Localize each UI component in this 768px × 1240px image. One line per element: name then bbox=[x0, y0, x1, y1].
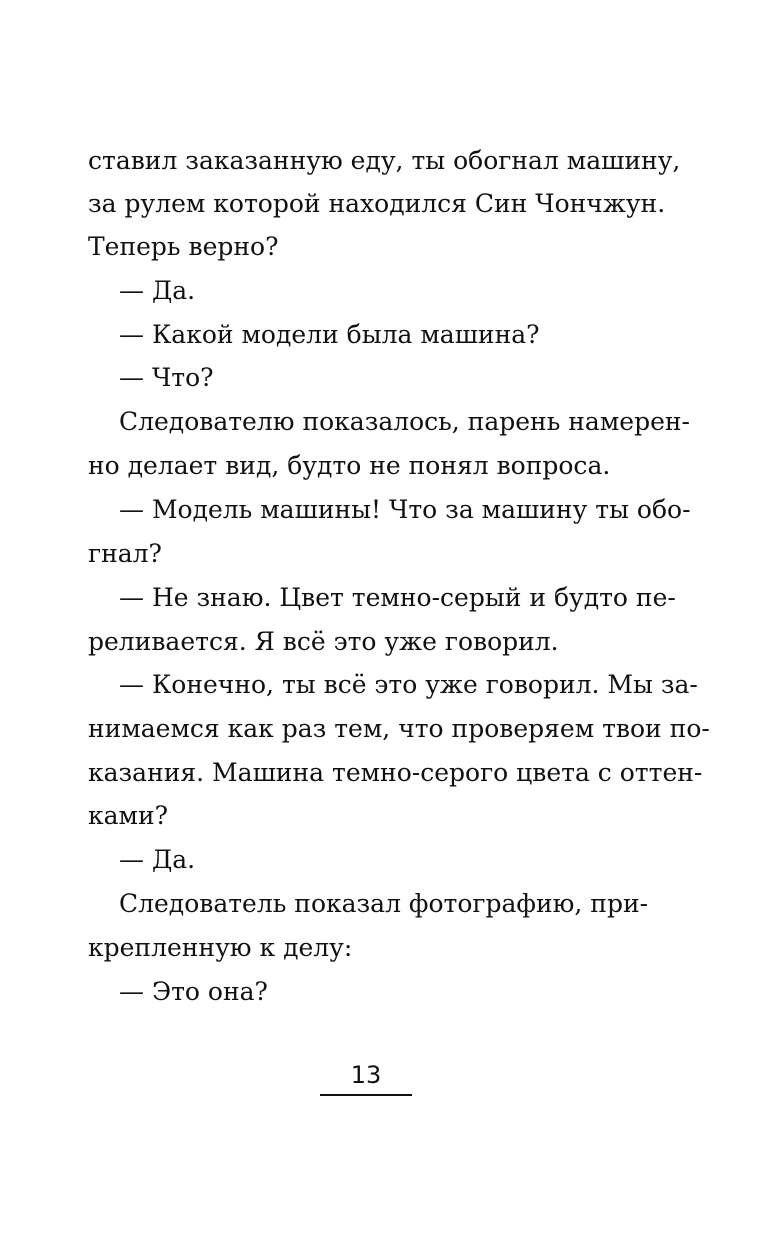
paragraph-line-1: Следователю показалось, парень намерен- bbox=[119, 407, 690, 436]
text-line-2: за рулем которой находился Син Чончжун. bbox=[88, 189, 666, 218]
text-line-3: Теперь верно? bbox=[88, 232, 279, 261]
dialogue-line-1: — Да. bbox=[119, 276, 196, 305]
page-number-underline bbox=[320, 1094, 412, 1096]
dialogue-line-10: казания. Машина темно-серого цвета с оттен- bbox=[88, 758, 703, 787]
dialogue-line-7: реливается. Я всё это уже говорил. bbox=[88, 627, 559, 656]
paragraph-line-4: крепленную к делу: bbox=[88, 933, 353, 962]
dialogue-line-9: нимаемся как раз тем, что проверяем твои по- bbox=[88, 714, 710, 743]
page-number: 13 bbox=[350, 1061, 382, 1089]
dialogue-line-6: — Не знаю. Цвет темно-серый и будто пе- bbox=[119, 583, 676, 612]
dialogue-line-2: — Какой модели была машина? bbox=[119, 320, 540, 349]
dialogue-line-8: — Конечно, ты всё это уже говорил. Мы за- bbox=[119, 670, 698, 699]
dialogue-line-5: гнал? bbox=[88, 539, 162, 568]
dialogue-line-13: — Это она? bbox=[119, 977, 268, 1006]
dialogue-line-12: — Да. bbox=[119, 845, 196, 874]
dialogue-line-4: — Модель машины! Что за машину ты обо- bbox=[119, 495, 691, 524]
dialogue-line-3: — Что? bbox=[119, 363, 214, 392]
dialogue-line-11: ками? bbox=[88, 801, 169, 830]
paragraph-line-3: Следователь показал фотографию, при- bbox=[119, 889, 649, 918]
text-line-1: ставил заказанную еду, ты обогнал машину, bbox=[88, 146, 681, 175]
paragraph-line-2: но делает вид, будто не понял вопроса. bbox=[88, 451, 611, 480]
